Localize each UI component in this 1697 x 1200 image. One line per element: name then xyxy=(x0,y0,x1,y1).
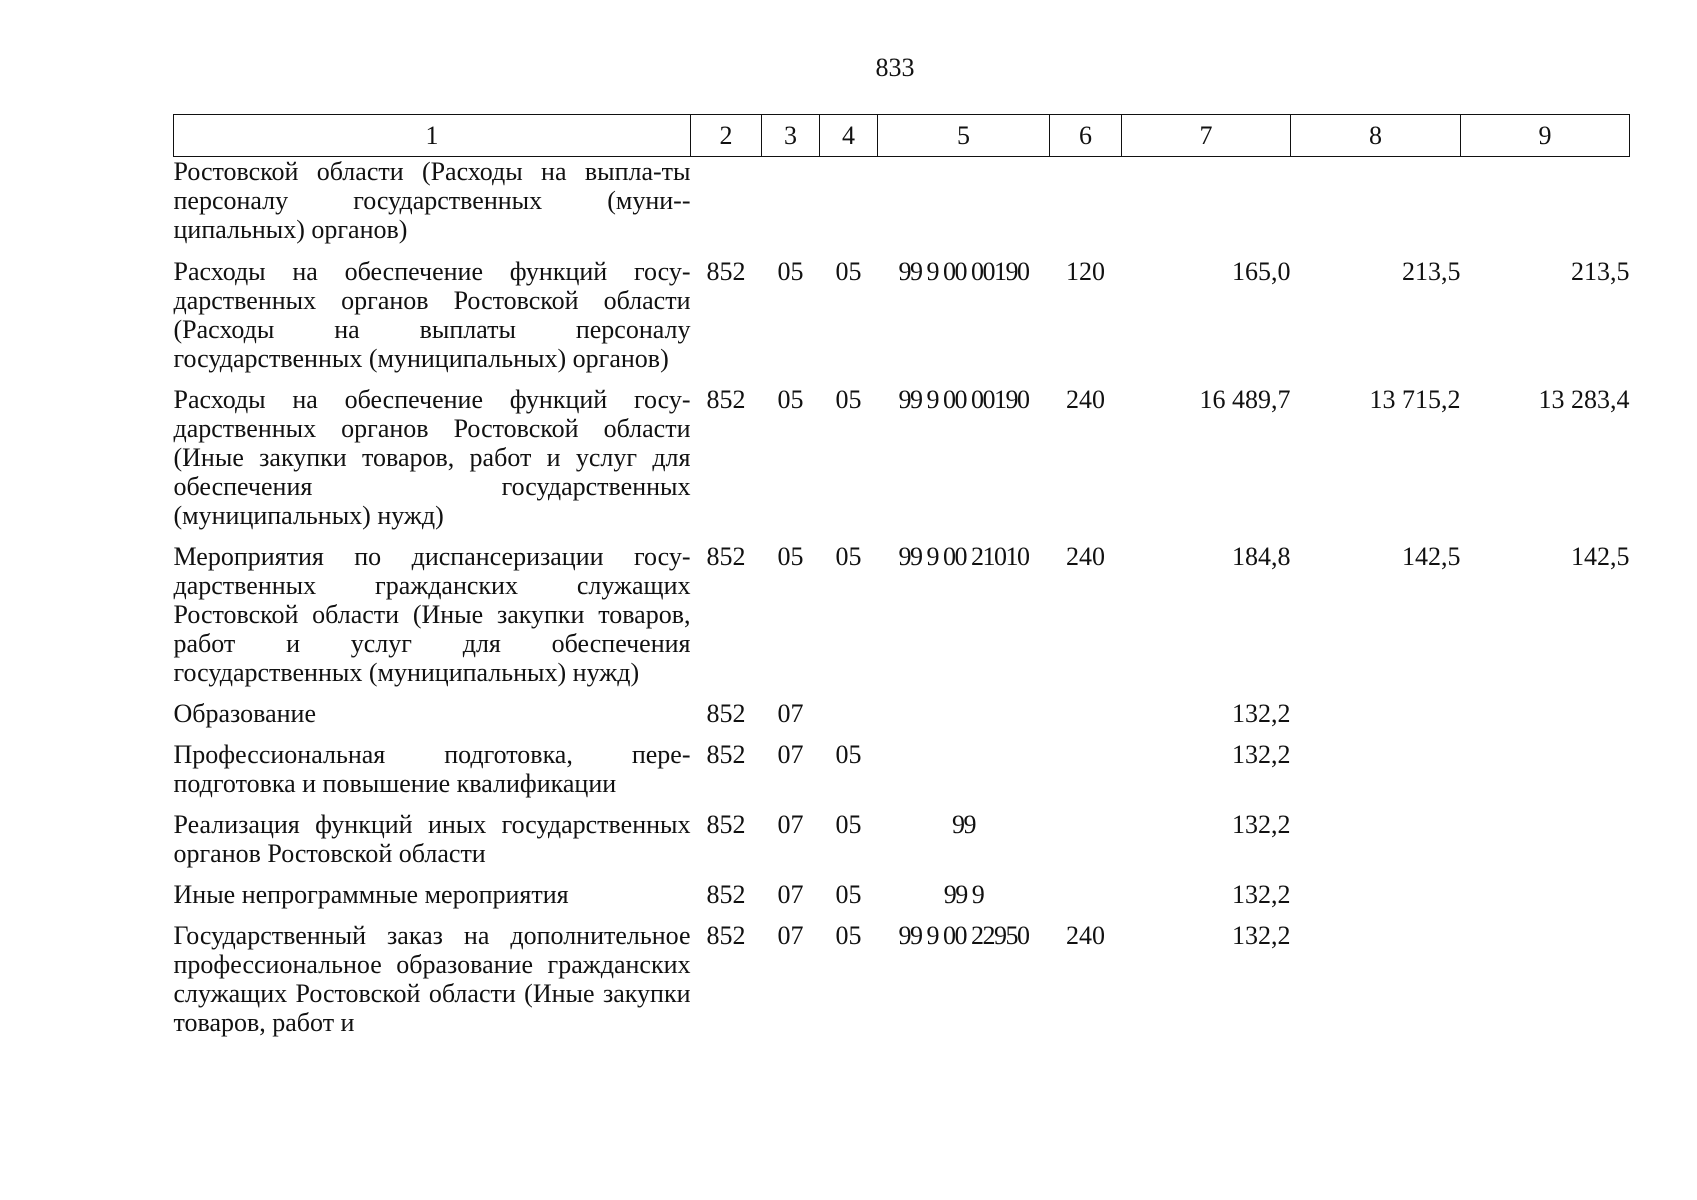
cell-col-6 xyxy=(1050,740,1122,810)
cell-col-4 xyxy=(820,699,878,740)
cell-col-8: 142,5 xyxy=(1402,542,1461,571)
cell-col-8 xyxy=(1291,699,1461,740)
cell-col-5 xyxy=(878,740,1050,810)
table-row xyxy=(174,385,1630,542)
cell-col-3: 05 xyxy=(777,257,804,286)
cell-col-2: 852 xyxy=(706,880,746,909)
cell-col-2: 852 xyxy=(706,810,746,839)
column-header-4: 4 xyxy=(820,115,878,157)
cell-col-4 xyxy=(820,157,878,258)
cell-col-2: 852 xyxy=(706,699,746,728)
cell-col-7 xyxy=(1122,157,1291,258)
row-description: Профессиональная подготовка, переподготовка и повышение квалификации xyxy=(173,740,691,798)
cell-col-7: 132,2 xyxy=(1232,921,1291,950)
row-description: Расходы на обеспечение функций государственных органов Ростовской области (Иные закупки товаров, работ и услуг для обеспечения государственных (муниципальных) нужд) xyxy=(173,385,691,530)
cell-col-4: 05 xyxy=(835,740,862,769)
cell-col-7: 165,0 xyxy=(1232,257,1291,286)
column-header-8: 8 xyxy=(1291,115,1461,157)
row-description: Государственный заказ на дополнительное профессиональное образование гражданских служащих Ростовской области (Иные закупки товаров, работ и xyxy=(173,921,691,1037)
cell-col-6 xyxy=(1050,157,1122,258)
cell-col-9 xyxy=(1461,810,1630,880)
cell-col-5: 99 9 xyxy=(943,880,984,909)
column-header-1: 1 xyxy=(174,115,691,157)
cell-col-5 xyxy=(878,157,1050,258)
row-description: Мероприятия по диспансеризации государственных гражданских служащих Ростовской области (Иные закупки товаров, работ и услуг для обеспечения государственных (муниципальных) нужд) xyxy=(173,542,691,687)
cell-col-8 xyxy=(1291,880,1461,921)
cell-col-3: 07 xyxy=(777,880,804,909)
cell-col-9 xyxy=(1461,740,1630,810)
cell-col-5: 99 9 00 00190 xyxy=(898,257,1029,286)
cell-col-9 xyxy=(1461,699,1630,740)
cell-col-6 xyxy=(1050,810,1122,880)
column-header-3: 3 xyxy=(762,115,820,157)
cell-col-8 xyxy=(1291,740,1461,810)
cell-col-2: 852 xyxy=(706,542,746,571)
cell-col-6 xyxy=(1050,699,1122,740)
cell-col-6: 240 xyxy=(1066,385,1105,414)
table-row xyxy=(174,810,1630,880)
cell-col-3: 07 xyxy=(777,921,804,950)
cell-col-7: 132,2 xyxy=(1232,699,1291,728)
cell-col-2 xyxy=(691,157,762,258)
cell-col-8 xyxy=(1291,810,1461,880)
cell-col-7: 132,2 xyxy=(1232,810,1291,839)
table-row xyxy=(174,157,1630,258)
cell-col-6 xyxy=(1050,880,1122,921)
table-row xyxy=(174,257,1630,385)
cell-col-8 xyxy=(1291,921,1461,1037)
column-header-9: 9 xyxy=(1461,115,1630,157)
table-row xyxy=(174,921,1630,1037)
table-row xyxy=(174,699,1630,740)
cell-col-4: 05 xyxy=(835,810,862,839)
cell-col-2: 852 xyxy=(706,257,746,286)
cell-col-9 xyxy=(1461,157,1630,258)
cell-col-7: 184,8 xyxy=(1232,542,1291,571)
header-row xyxy=(174,115,1630,157)
cell-col-9: 213,5 xyxy=(1571,257,1630,286)
cell-col-9 xyxy=(1461,921,1630,1037)
cell-col-5: 99 xyxy=(952,810,975,839)
cell-col-3: 07 xyxy=(777,699,804,728)
cell-col-3 xyxy=(762,157,820,258)
row-description: Образование xyxy=(173,699,317,728)
cell-col-7: 16 489,7 xyxy=(1199,385,1291,414)
column-header-5: 5 xyxy=(878,115,1050,157)
cell-col-8: 213,5 xyxy=(1402,257,1461,286)
table-row xyxy=(174,542,1630,699)
cell-col-2: 852 xyxy=(706,740,746,769)
cell-col-4: 05 xyxy=(835,880,862,909)
budget-table xyxy=(173,114,1630,1037)
cell-col-5 xyxy=(878,699,1050,740)
cell-col-2: 852 xyxy=(706,385,746,414)
page-number: 833 xyxy=(875,53,915,82)
cell-col-6: 240 xyxy=(1066,921,1105,950)
table-row xyxy=(174,880,1630,921)
cell-col-7: 132,2 xyxy=(1232,880,1291,909)
cell-col-6: 240 xyxy=(1066,542,1105,571)
cell-col-5: 99 9 00 22950 xyxy=(898,921,1029,950)
cell-col-8 xyxy=(1291,157,1461,258)
cell-col-2: 852 xyxy=(706,921,746,950)
cell-col-9 xyxy=(1461,880,1630,921)
row-description: Расходы на обеспечение функций государственных органов Ростовской области (Расходы на выплаты персоналу государственных (муниципальных) органов) xyxy=(173,257,691,373)
cell-col-5: 99 9 00 21010 xyxy=(898,542,1029,571)
table-row xyxy=(174,740,1630,810)
row-description: Реализация функций иных государственных органов Ростовской области xyxy=(173,810,691,868)
cell-col-3: 05 xyxy=(777,542,804,571)
cell-col-4: 05 xyxy=(835,257,862,286)
cell-col-4: 05 xyxy=(835,385,862,414)
column-header-2: 2 xyxy=(691,115,762,157)
cell-col-4: 05 xyxy=(835,921,862,950)
column-header-7: 7 xyxy=(1122,115,1291,157)
cell-col-7: 132,2 xyxy=(1232,740,1291,769)
row-description: Иные непрограммные мероприятия xyxy=(173,880,569,909)
cell-col-6: 120 xyxy=(1066,257,1105,286)
cell-col-3: 07 xyxy=(777,740,804,769)
column-header-6: 6 xyxy=(1050,115,1122,157)
cell-col-5: 99 9 00 00190 xyxy=(898,385,1029,414)
cell-col-3: 05 xyxy=(777,385,804,414)
cell-col-4: 05 xyxy=(835,542,862,571)
cell-col-9: 142,5 xyxy=(1571,542,1630,571)
cell-col-3: 07 xyxy=(777,810,804,839)
cell-col-8: 13 715,2 xyxy=(1369,385,1461,414)
cell-col-9: 13 283,4 xyxy=(1538,385,1630,414)
row-description: Ростовской области (Расходы на выпла-ты персоналу государственных (муни-ципальных) органов) xyxy=(173,157,691,244)
